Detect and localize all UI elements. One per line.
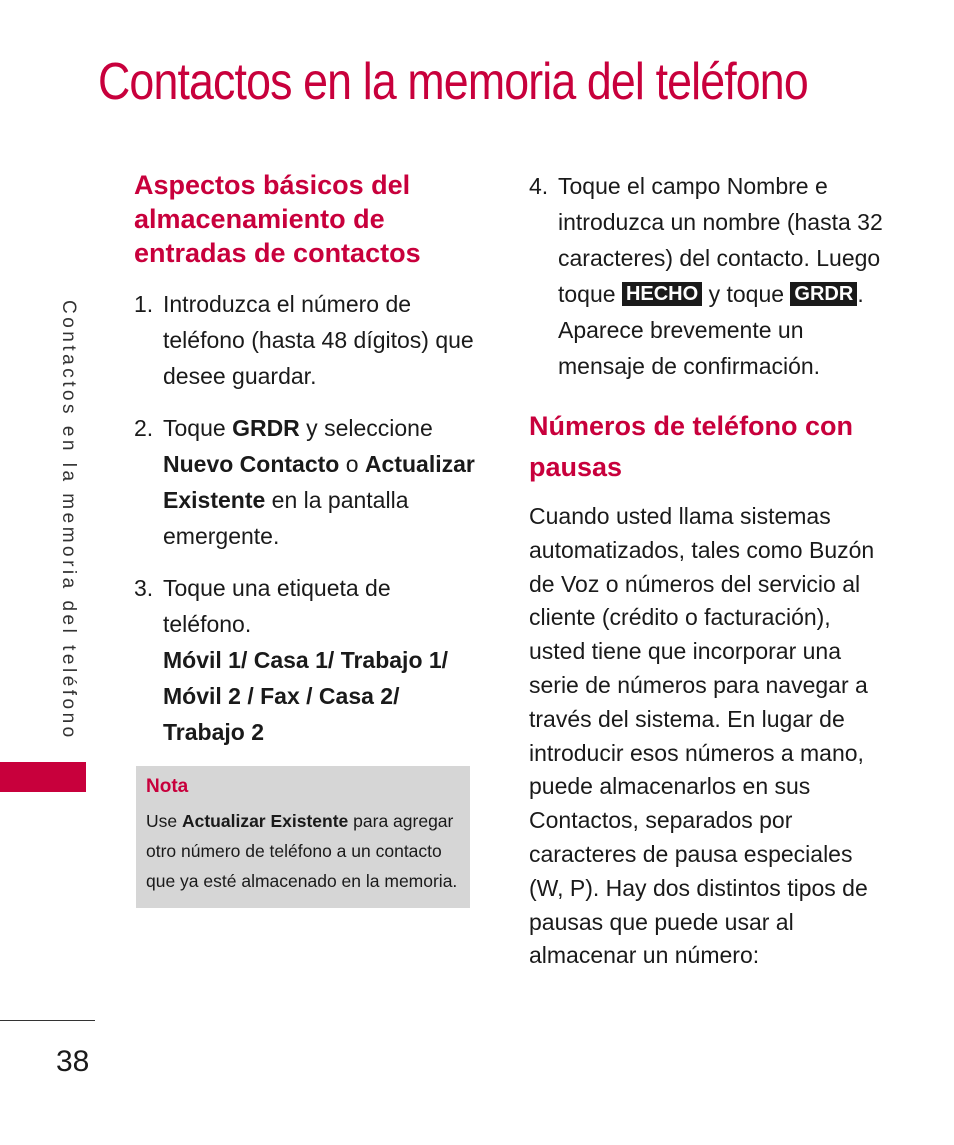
new-contact-label: Nuevo Contacto — [163, 451, 340, 477]
step-2 — [134, 410, 484, 554]
step-text: Toque el campo Nombre e introduzca un nombre (hasta 32 caracteres) del contacto. Luego toque — [558, 173, 883, 307]
note-box — [136, 766, 470, 908]
step-text: Introduzca el número de teléfono (hasta 48 dígitos) que desee guardar. — [163, 291, 474, 389]
grdr-key: GRDR — [790, 282, 857, 306]
step-1 — [134, 286, 484, 394]
step-text: y seleccione — [299, 415, 433, 441]
page-title: Contactos en la memoria del teléfono — [98, 53, 808, 111]
step-number: 3. — [134, 575, 154, 601]
footer-rule — [0, 1020, 95, 1021]
step-text: y toque — [702, 281, 791, 307]
side-tab-marker — [0, 762, 86, 792]
note-text — [146, 806, 470, 896]
side-tab-label: Contactos en la memoria del teléfono — [58, 300, 79, 741]
page-number: 38 — [56, 1045, 90, 1078]
grdr-label: GRDR — [232, 415, 300, 441]
step-text: . Aparece brevemente un mensaje de confirmación. — [558, 281, 864, 379]
section-heading-pauses: Números de teléfono con pausas — [529, 411, 854, 482]
note-text-part: Use — [146, 811, 182, 831]
section-heading-basics: Aspectos básicos del almacenamiento de entradas de contactos — [134, 170, 421, 268]
steps-list — [134, 286, 484, 750]
left-column — [134, 168, 484, 908]
note-title: Nota — [146, 776, 189, 797]
step-text: Toque — [163, 415, 233, 441]
right-column — [529, 168, 889, 973]
step-number: 4. — [529, 173, 549, 199]
step-number: 2. — [134, 415, 154, 441]
phone-label-options: Móvil 1/ Casa 1/ Trabajo 1/ Móvil 2 / Fax / Casa 2/ Trabajo 2 — [163, 647, 449, 745]
step-4 — [529, 168, 889, 384]
body-paragraph: Cuando usted llama sistemas automatizados, tales como Buzón de Voz o números del servicio al cliente (crédito o facturación), usted tiene que incorporar una serie de números para navegar a través del sistema. En lugar de introducir esos números a mano, puede almacenarlos en sus Contactos, separados por caracteres de pausa especiales (W, P). Hay dos distintos tipos de pausas que puede usar al almacenar un número: — [529, 503, 875, 969]
note-bold-term: Actualizar Existente — [181, 811, 349, 831]
hecho-key: HECHO — [622, 282, 702, 306]
update-existing-label: Actualizar Existente — [163, 451, 475, 513]
note-text-part: para agregar otro número de teléfono a un contacto que ya esté almacenado en la memoria. — [146, 811, 458, 891]
step-3 — [134, 570, 484, 750]
step-text: Toque una etiqueta de teléfono. — [163, 575, 391, 637]
step-number: 1. — [134, 291, 154, 317]
step-text: en la pantalla emergente. — [163, 487, 409, 549]
step-text: o — [339, 451, 365, 477]
